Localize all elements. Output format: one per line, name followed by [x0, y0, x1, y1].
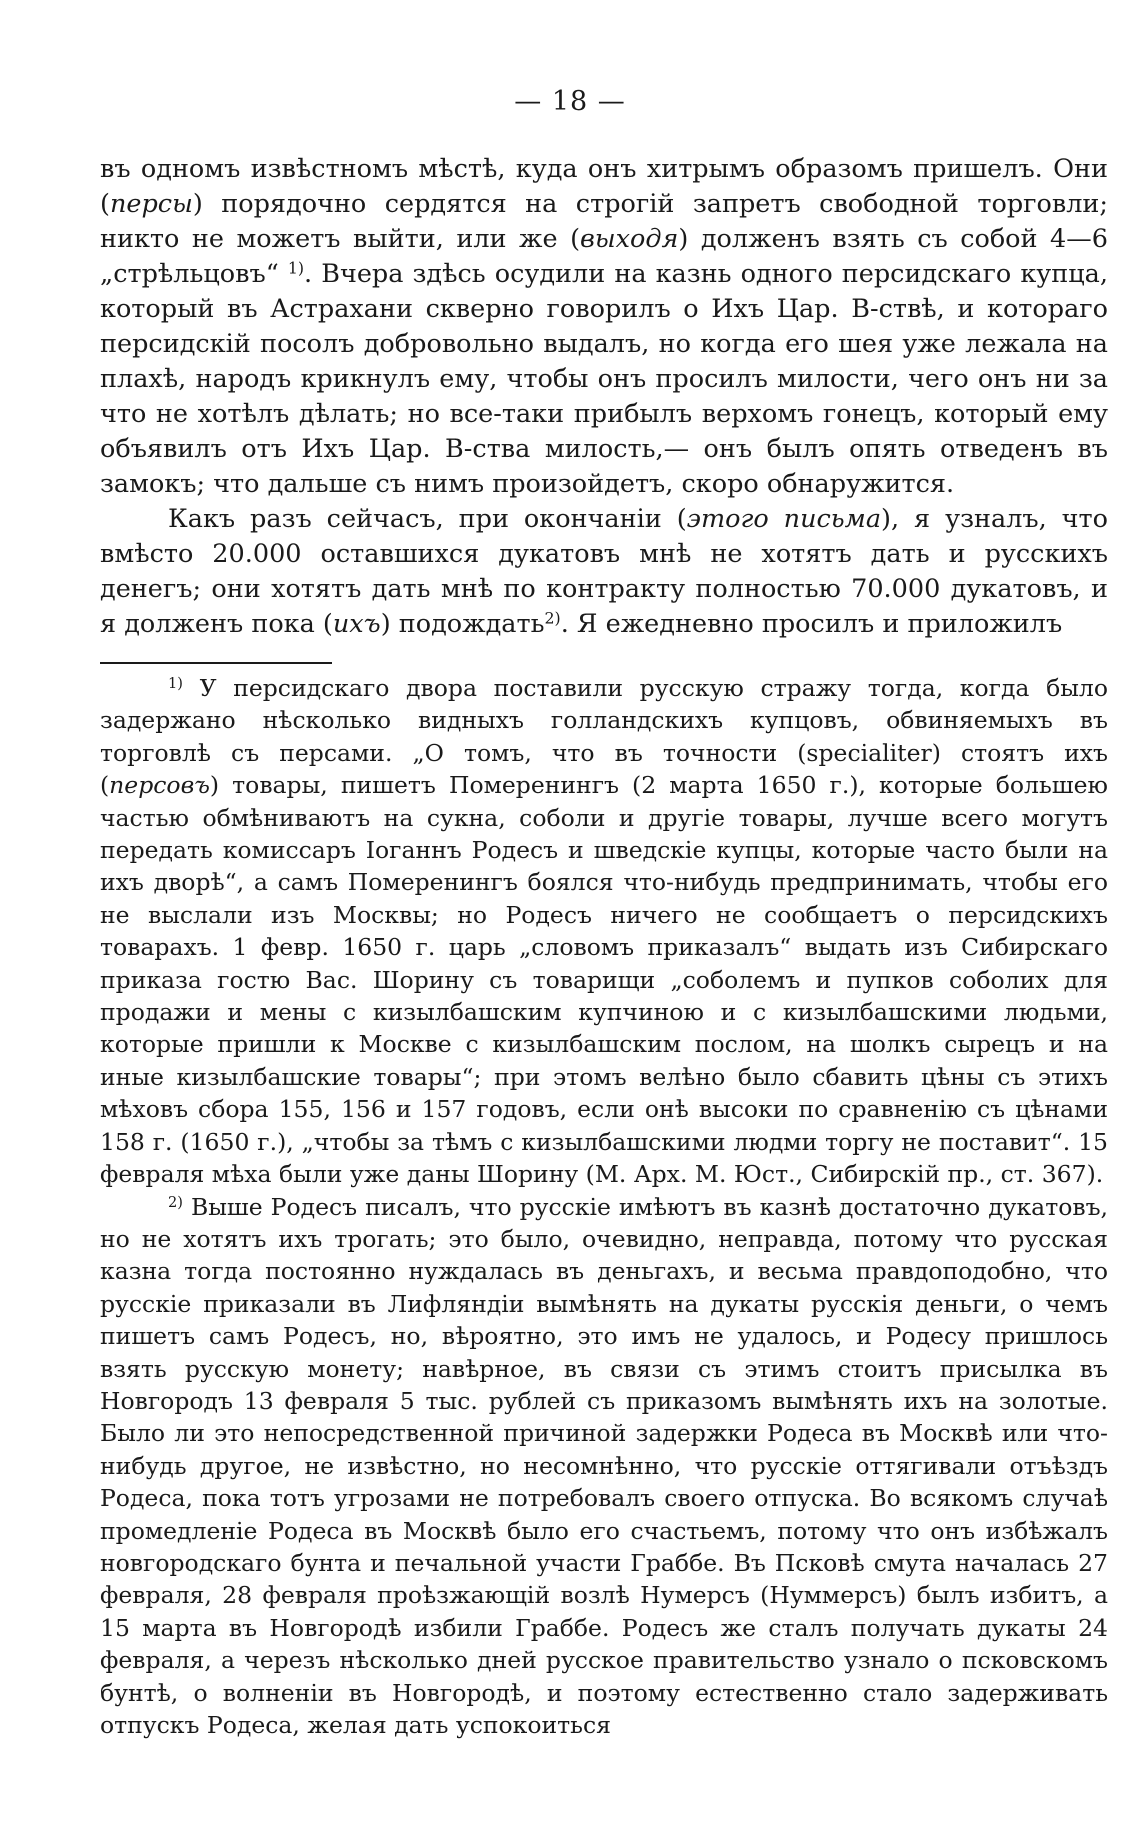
italic-text: ихъ	[332, 609, 381, 639]
text-run: ) товары, пишетъ Померенингъ (2 марта 1650 г.), которые большею частью обмѣниваютъ на сукна, соболи и другіе товары, лучше всего могутъ передать комиссаръ Іоганнъ Родесъ и шведскіе купцы, которые часто были на ихъ дворѣ“, а самъ Померенингъ боялся что-нибудь предпринимать, чтобы его не выслали изъ Москвы; но Родесъ ничего не сообщаетъ о персидскихъ товарахъ. 1 февр. 1650 г. царь „словомъ приказалъ“ выдать изъ Сибирскаго приказа гостю Вас. Шорину съ товарищи „соболемъ и пупков соболих для продажи и мены с кизылбашским купчиною и с кизылбашскими людьми, которые пришли к Москве с кизылбашским послом, на шолкъ сырецъ и на иные кизылбашские товары“; при этомъ велѣно было сбавить цѣны съ этихъ мѣховъ сбора 155, 156 и 157 годовъ, если онѣ высоки по сравненію съ цѣнами 158 г. (1650 г.), „чтобы за тѣмъ с кизылбашскими людми торгу не поставит“. 15 февраля мѣха были уже даны Шорину (М. Арх. М. Юст., Сибирскій пр., ст. 367).	[100, 771, 1108, 1189]
paragraph-1	[100, 152, 1108, 502]
text-run: . Я ежедневно просилъ и приложилъ	[560, 609, 1063, 639]
footnote-ref-1: 1)	[287, 258, 305, 278]
page-number: — 18 —	[514, 86, 626, 117]
text-run: . Вчера здѣсь осудили на казнь одного персидскаго купца, который въ Астрахани скверно говорилъ о Ихъ Цар. В-ствѣ, и котораго персидскій посолъ добровольно выдалъ, но когда его шея уже лежала на плахѣ, народъ крикнулъ ему, чтобы онъ просилъ милости, чего онъ ни за что не хотѣлъ дѣлать; но все-таки прибылъ верхомъ гонецъ, который ему объявилъ отъ Ихъ Цар. В-ства милость,— онъ былъ опять отведенъ въ замокъ; что дальше съ нимъ произойдетъ, скоро обнаружится.	[100, 259, 1108, 499]
italic-text: этого письма	[686, 504, 882, 534]
italic-text: персовъ	[109, 771, 210, 800]
footnote-marker-2: 2)	[168, 1193, 183, 1211]
paragraph-2	[100, 502, 1108, 642]
text-run: ), я узналъ, что вмѣсто 20.000 оставшихся дукатовъ мнѣ не хотятъ дать и русскихъ денегъ; они хотятъ дать мнѣ по контракту полностью 70.000 дукатовъ, и я долженъ пока (	[100, 504, 1108, 639]
footnote-marker-1: 1)	[168, 675, 183, 692]
footnote-2	[100, 1191, 1108, 1742]
main-text	[100, 152, 1108, 642]
text-run: Выше Родесъ писалъ, что русскіе имѣютъ въ казнѣ достаточно дукатовъ, но не хотятъ ихъ трогать; это было, очевидно, неправда, потому что русская казна тогда постоянно нуждалась въ деньгахъ, и весьма правдоподобно, что русскіе приказали въ Лифляндіи вымѣнять на дукаты русскія деньги, о чемъ пишетъ самъ Родесъ, но, вѣроятно, это имъ не удалось, и Родесу пришлось взять русскую монету; навѣрное, въ связи съ этимъ стоитъ присылка въ Новгородъ 13 февраля 5 тыс. рублей съ приказомъ вымѣнять ихъ на золотые. Было ли это непосредственной причиной задержки Родеса въ Москвѣ или что-нибудь другое, не извѣстно, но несомнѣнно, что русскіе оттягивали отъѣздъ Родеса, пока тотъ угрозами не потребовалъ своего отпуска. Во всякомъ случаѣ промедленіе Родеса въ Москвѣ было его счастьемъ, потому что онъ избѣжалъ новгородскаго бунта и печальной участи Граббе. Въ Псковѣ смута началась 27 февраля, 28 февраля проѣзжающій возлѣ Нумерсъ (Нуммерсъ) былъ избитъ, а 15 марта въ Новгородѣ избили Граббе. Родесъ же сталъ получать дукаты 24 февраля, а черезъ нѣсколько дней русское правительство узнало о псковскомъ бунтѣ, о волненіи въ Новгородѣ, и поэтому естественно стало задерживать отпускъ Родеса, желая дать успокоиться	[100, 1192, 1108, 1739]
footnote-1	[100, 672, 1108, 1191]
footnote-separator	[100, 662, 332, 664]
italic-text: персы	[109, 189, 193, 219]
italic-text: выходя	[580, 224, 679, 254]
text-run: ) долженъ взять съ собой 4—6 „стрѣльцовъ“	[100, 224, 1108, 289]
footnotes	[100, 672, 1108, 1741]
text-run: Какъ разъ сейчасъ, при окончаніи (	[168, 504, 687, 534]
text-run: въ одномъ извѣстномъ мѣстѣ, куда онъ хитрымъ образомъ пришелъ. Они (	[100, 154, 1108, 219]
footnote-ref-2: 2)	[544, 608, 561, 628]
text-run: У персидскаго двора поставили русскую стражу тогда, когда было задержано нѣсколько видныхъ голландскихъ купцовъ, обвиняемыхъ въ торговлѣ съ персами. „О томъ, что въ точности (specialiter) стоятъ ихъ (	[100, 674, 1108, 800]
text-run: ) порядочно сердятся на строгій запретъ свободной торговли; никто не можетъ выйти, или же (	[100, 189, 1108, 254]
text-run: ) подождать	[380, 609, 545, 639]
